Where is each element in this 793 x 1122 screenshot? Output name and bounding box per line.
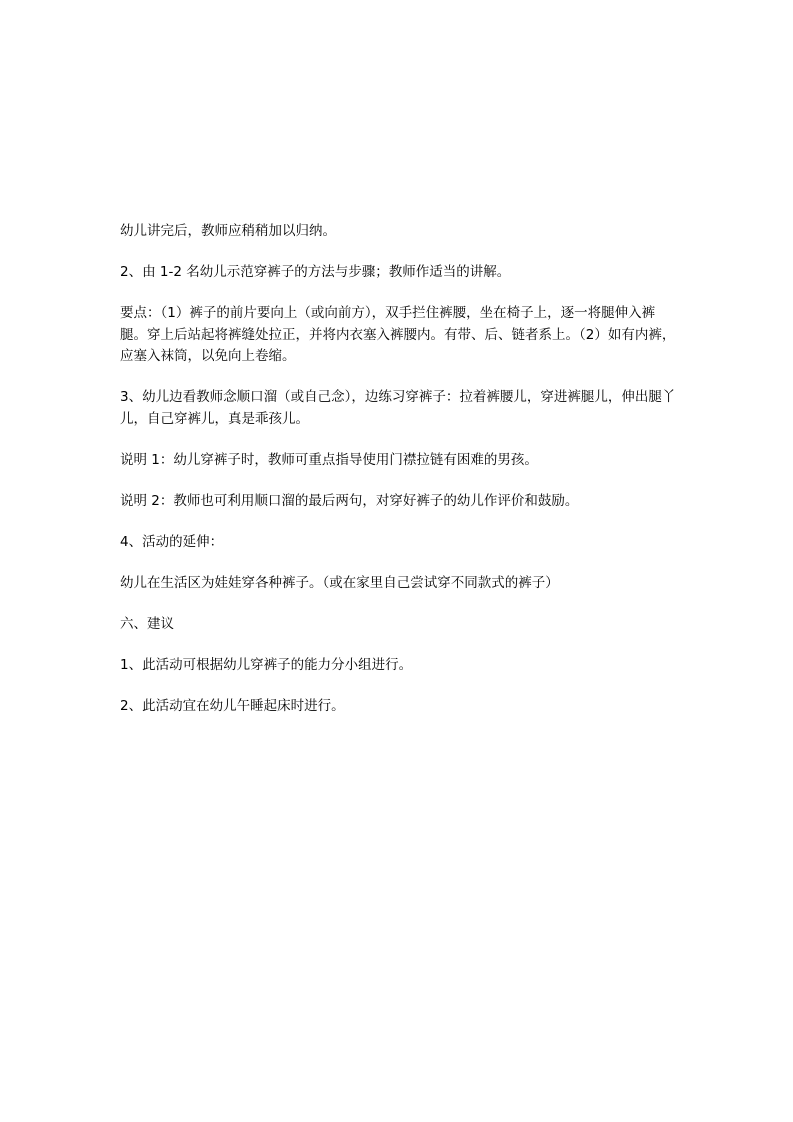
paragraph-extension: 幼儿在生活区为娃娃穿各种裤子。（或在家里自己尝试穿不同款式的裤子） [120,574,559,591]
paragraph-summary: 幼儿讲完后，教师应稍稍加以归纳。 [120,223,336,239]
paragraph-note-2: 说明 2：教师也可利用顺口溜的最后两句，对穿好裤子的幼儿作评价和鼓励。 [120,492,579,509]
paragraph-suggestion-2: 2、此活动宜在幼儿午睡起床时进行。 [120,697,345,714]
paragraph-step-3: 3、幼儿边看教师念顺口溜（或自己念），边练习穿裤子：拉着裤腰儿，穿进裤腿儿，伸出腿丫儿，自己穿裤儿，真是乖孩儿。 [120,389,676,427]
document-body [120,221,678,737]
paragraph-suggestion-1: 1、此活动可根据幼儿穿裤子的能力分小组进行。 [120,656,413,673]
paragraph-key-points: 要点：（1）裤子的前片要向上（或向前方），双手拦住裤腰，坐在椅子上，逐一将腿伸入裤腿。穿上后站起将裤缝处拉正，并将内衣塞入裤腰内。有带、后、链者系上。（2）如有内裤，应塞入袜筒，以免向上卷缩。 [120,305,676,364]
paragraph-step-4-heading: 4、活动的延伸： [120,533,224,550]
paragraph-note-1: 说明 1：幼儿穿裤子时，教师可重点指导使用门襟拉链有困难的男孩。 [120,451,538,468]
section-heading-suggestions: 六、建议 [120,615,174,632]
paragraph-step-2: 2、由 1-2 名幼儿示范穿裤子的方法与步骤；教师作适当的讲解。 [120,264,511,280]
